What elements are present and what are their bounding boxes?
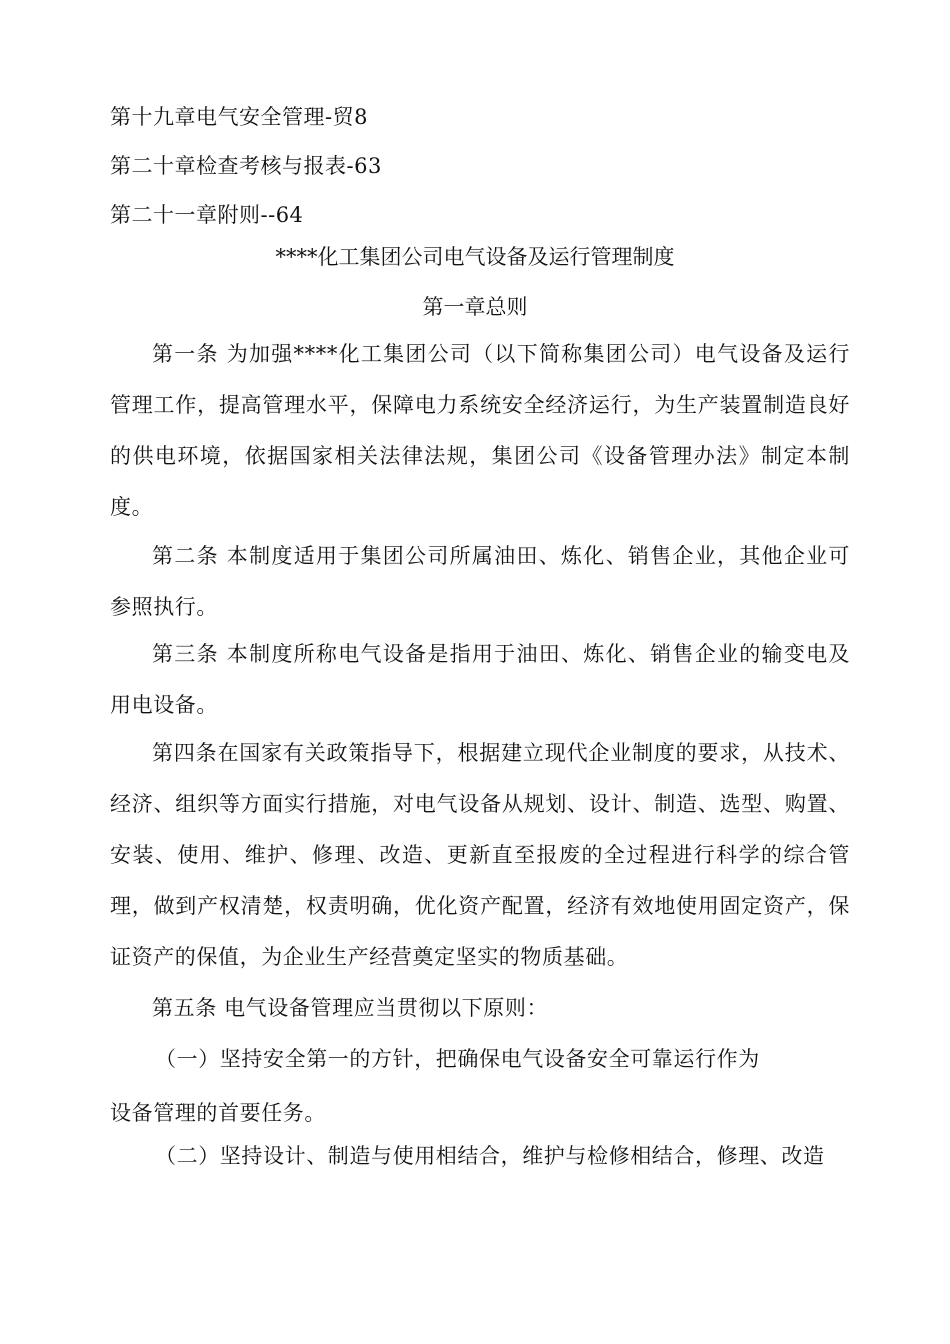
- article-5: 第五条 电气设备管理应当贯彻以下原则：: [152, 996, 549, 1020]
- toc-entry: 第二十一章附则--64: [110, 203, 304, 227]
- principle-2-line-1: （二）坚持设计、制造与使用相结合，维护与检修相结合，修理、改造: [155, 1144, 825, 1168]
- article-4: 第四条在国家有关政策指导下，根据建立现代企业制度的要求，从技术、经济、组织等方面实行措施，对电气设备从规划、设计、制造、选型、购置、安装、使用、维护、修理、改造、更新直至报废的全过程进行科学的综合管理，做到产权清楚，权责明确，优化资产配置，经济有效地使用固定资产，保证资产的保值，为企业生产经营奠定坚实的物质基础。: [110, 741, 850, 969]
- article-3: 第三条 本制度所称电气设备是指用于油田、炼化、销售企业的输变电及用电设备。: [110, 642, 850, 717]
- principle-1-line-2: 设备管理的首要任务。: [110, 1101, 326, 1125]
- toc-entry: 第十九章电气安全管理-贸8: [110, 105, 368, 129]
- article-2: 第二条 本制度适用于集团公司所属油田、炼化、销售企业，其他企业可参照执行。: [110, 544, 850, 619]
- article-1: 第一条 为加强****化工集团公司（以下简称集团公司）电气设备及运行管理工作，提高管理水平，保障电力系统安全经济运行，为生产装置制造良好的供电环境，依据国家相关法律法规，集团公司《设备管理办法》制定本制度。: [110, 342, 850, 519]
- principle-1-line-1: （一）坚持安全第一的方针，把确保电气设备安全可靠运行作为: [155, 1047, 760, 1071]
- document-title: ****化工集团公司电气设备及运行管理制度: [275, 245, 675, 269]
- chapter-title: 第一章总则: [422, 295, 528, 319]
- toc-entry: 第二十章检查考核与报表-63: [110, 154, 382, 178]
